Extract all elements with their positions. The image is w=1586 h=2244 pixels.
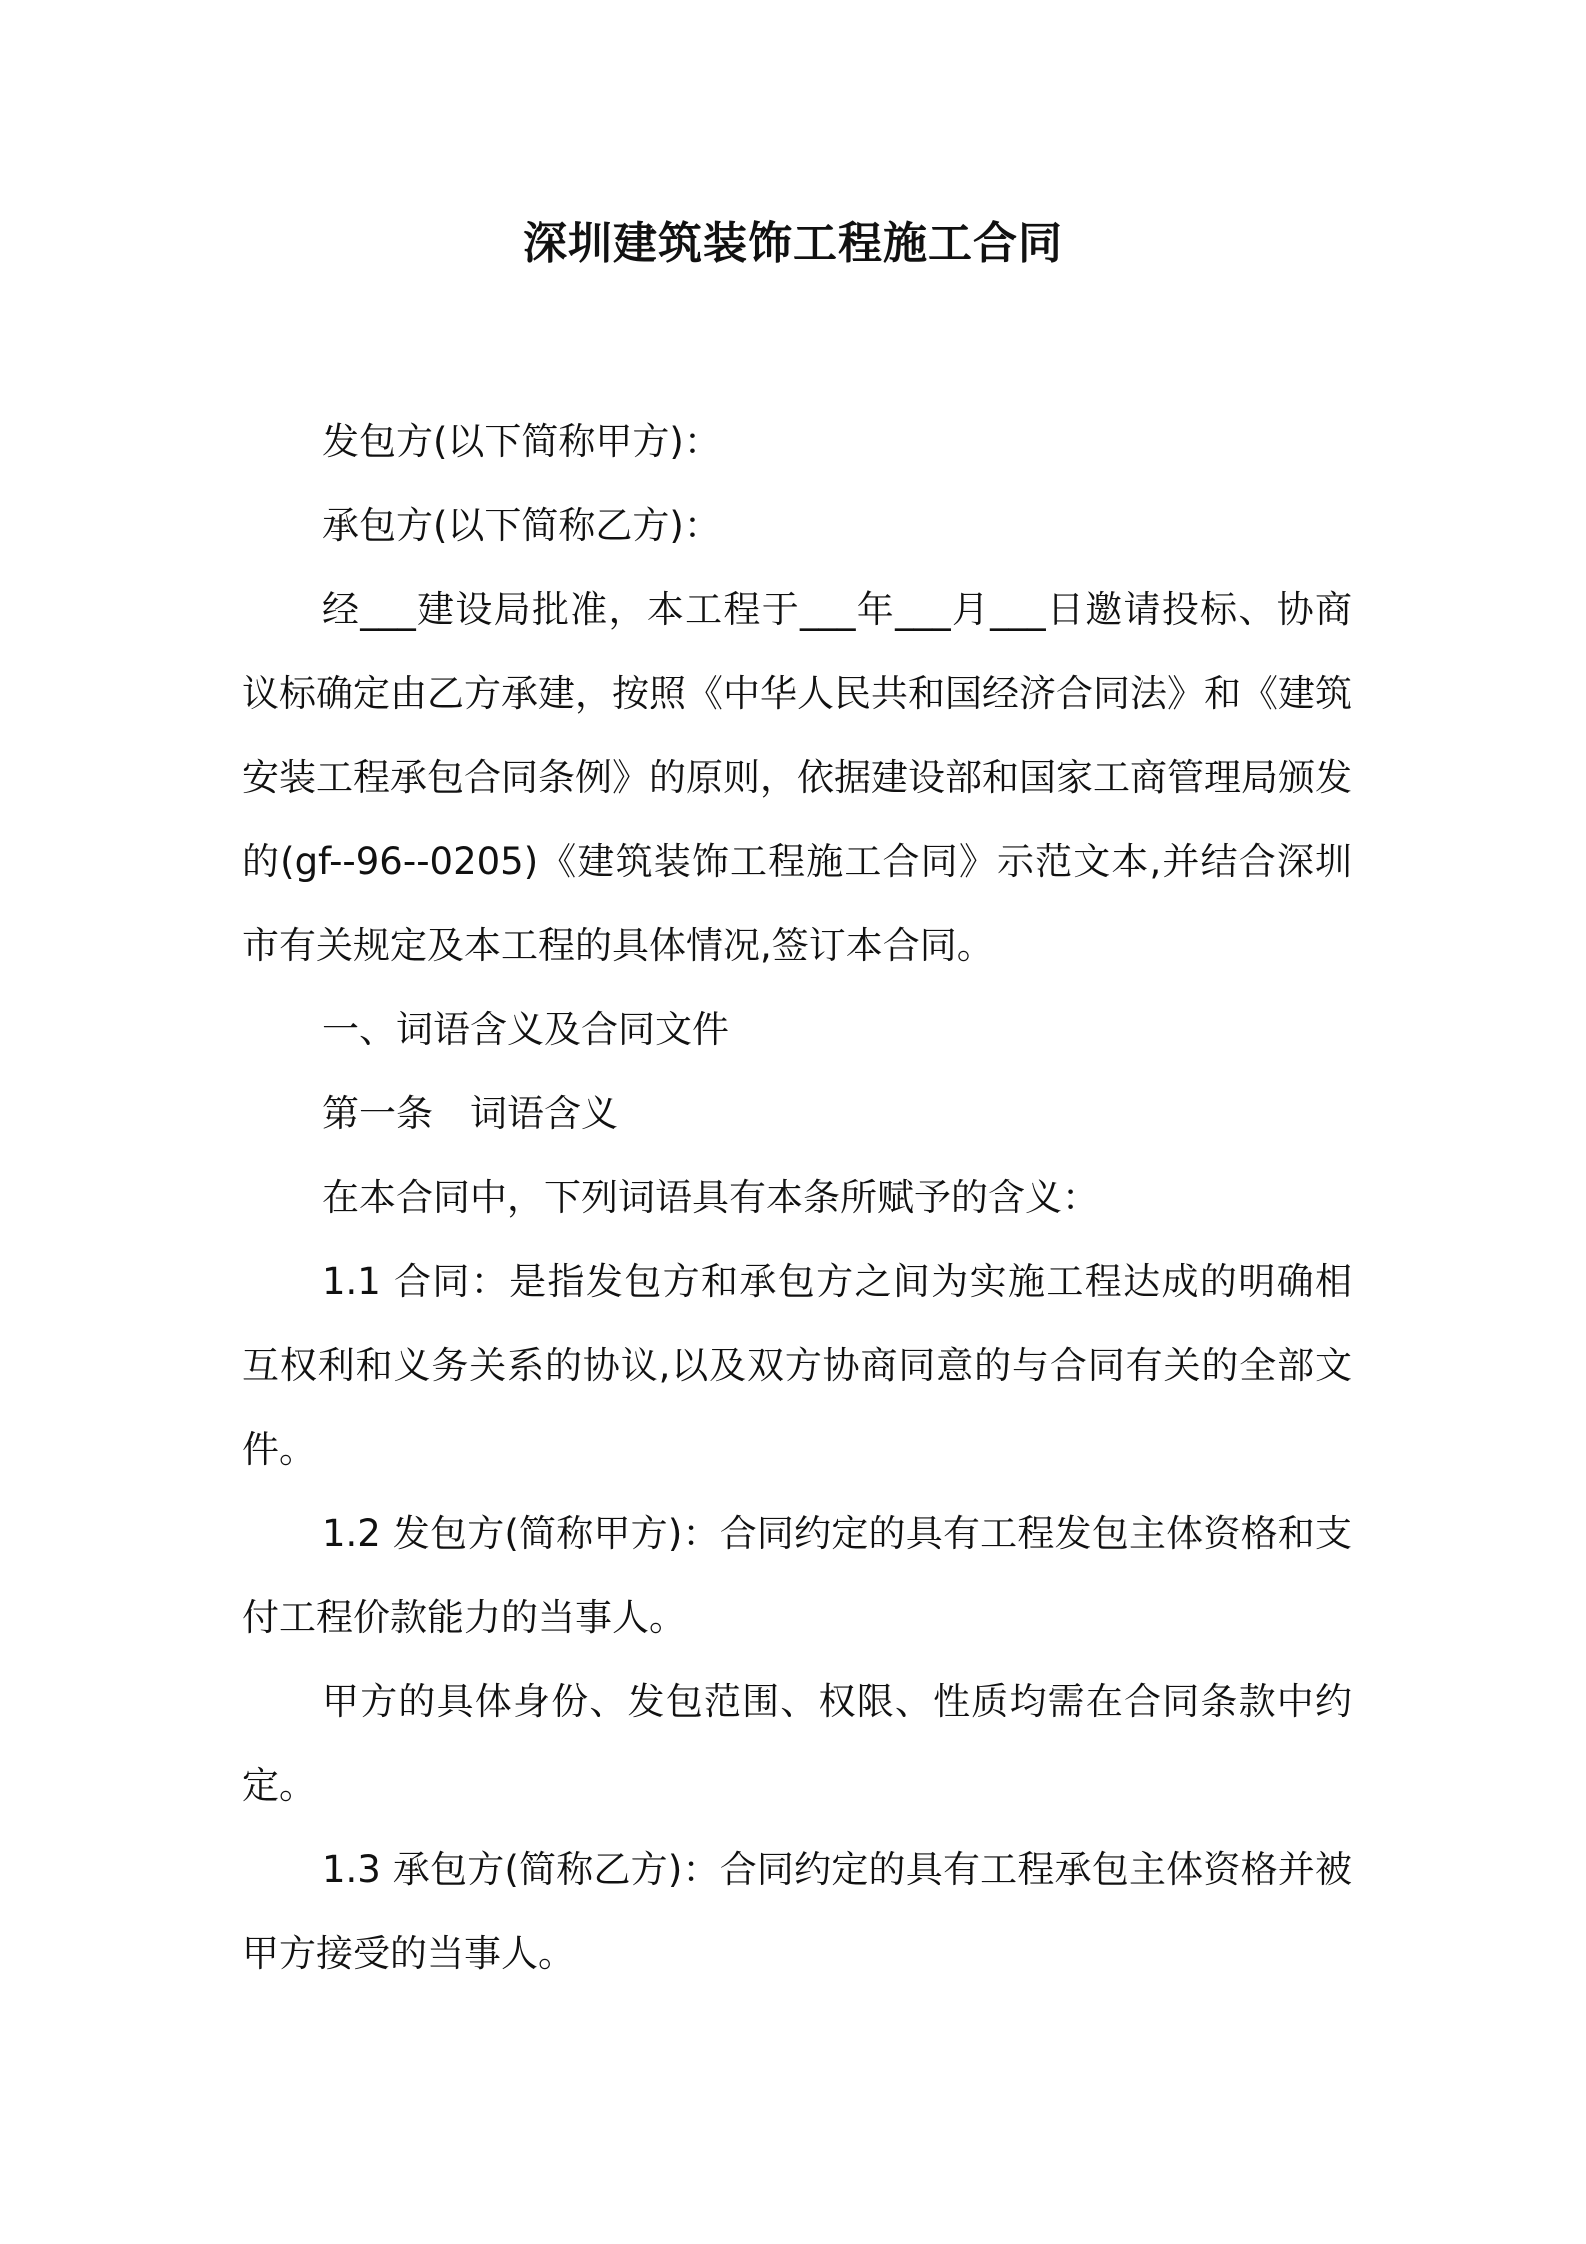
preamble-paragraph: 经___建设局批准，本工程于___年___月___日邀请投标、协商议标确定由乙方承建，按照《中华人民共和国经济合同法》和《建筑安装工程承包合同条例》的原则，依据建设部和国家工商管理局颁发的(gf--96--0205)《建筑装饰工程施工合同》示范文本,并结合深圳市有关规定及本工程的具体情况,签订本合同。 <box>242 588 1352 967</box>
party-a-line: 发包方(以下简称甲方)： <box>322 420 721 463</box>
definition-1-1: 1.1 合同：是指发包方和承包方之间为实施工程达成的明确相互权利和义务关系的协议,以及双方协商同意的与合同有关的全部文件。 <box>242 1260 1352 1471</box>
party-b-line: 承包方(以下简称乙方)： <box>322 504 721 547</box>
document-title: 深圳建筑装饰工程施工合同 <box>523 218 1063 269</box>
article-heading: 第一条 词语含义 <box>322 1092 618 1135</box>
definitions-intro: 在本合同中，下列词语具有本条所赋予的含义： <box>322 1176 1099 1219</box>
definition-1-3: 1.3 承包方(简称乙方)：合同约定的具有工程承包主体资格并被甲方接受的当事人。 <box>242 1848 1352 1975</box>
definition-1-2-note: 甲方的具体身份、发包范围、权限、性质均需在合同条款中约定。 <box>242 1680 1352 1807</box>
document-body <box>242 400 1352 1996</box>
definition-1-2: 1.2 发包方(简称甲方)：合同约定的具有工程发包主体资格和支付工程价款能力的当事人。 <box>242 1512 1352 1639</box>
section-heading: 一、词语含义及合同文件 <box>322 1008 729 1051</box>
